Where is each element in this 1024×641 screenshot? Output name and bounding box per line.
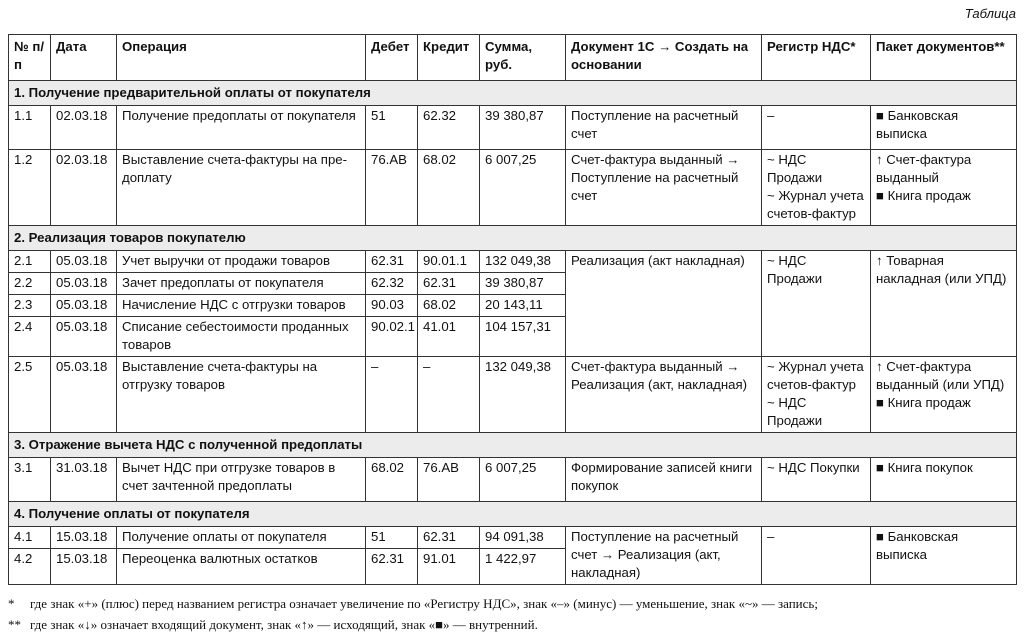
cell-sum: 94 091,38 (480, 527, 566, 549)
cell-package: ↑ Счет-фактура выданный ■ Книга продаж (871, 150, 1017, 226)
cell-document: Реализация (акт накладная) (566, 251, 762, 357)
cell-sum: 39 380,87 (480, 273, 566, 295)
cell-date: 05.03.18 (51, 251, 117, 273)
cell-date: 31.03.18 (51, 458, 117, 502)
cell-debit: 62.31 (366, 251, 418, 273)
cell-register: ~ НДС Продажи (762, 251, 871, 357)
cell-credit: 91.01 (418, 549, 480, 585)
table-row (9, 527, 1017, 549)
cell-document: Формирование записей книги покупок (566, 458, 762, 502)
cell-num: 4.2 (9, 549, 51, 585)
cell-operation: Переоценка валютных остатков (117, 549, 366, 585)
cell-package: ■ Банковская выписка (871, 527, 1017, 585)
header-row (9, 35, 1017, 81)
header-credit: Кредит (418, 35, 480, 81)
cell-num: 2.3 (9, 295, 51, 317)
cell-document: Поступление на расчетный счет (566, 106, 762, 150)
cell-num: 2.5 (9, 357, 51, 433)
cell-package: ↑ Счет-фактура выданный (или УПД) ■ Книга продаж (871, 357, 1017, 433)
header-debit: Дебет (366, 35, 418, 81)
cell-num: 2.1 (9, 251, 51, 273)
header-sum: Сумма, руб. (480, 35, 566, 81)
cell-num: 1.2 (9, 150, 51, 226)
cell-register: – (762, 527, 871, 585)
cell-debit: 62.32 (366, 273, 418, 295)
cell-debit: 68.02 (366, 458, 418, 502)
cell-credit: 62.31 (418, 273, 480, 295)
cell-operation: Зачет предоплаты от покупателя (117, 273, 366, 295)
cell-debit: 76.АВ (366, 150, 418, 226)
cell-sum: 132 049,38 (480, 251, 566, 273)
section-title: 1. Получение предварительной оплаты от покупателя (9, 81, 1017, 106)
cell-credit: – (418, 357, 480, 433)
header-num: № п/п (9, 35, 51, 81)
cell-package: ↑ Товарная накладная (или УПД) (871, 251, 1017, 357)
table-caption: Таблица (964, 6, 1016, 21)
cell-operation: Выставление счета-фактуры на пре-доплату (117, 150, 366, 226)
cell-sum: 104 157,31 (480, 317, 566, 357)
cell-credit: 62.32 (418, 106, 480, 150)
footnote (8, 593, 1018, 614)
footnote-mark: * (8, 596, 15, 611)
header-package: Пакет документов** (871, 35, 1017, 81)
header-date: Дата (51, 35, 117, 81)
table-row (9, 251, 1017, 273)
cell-credit: 90.01.1 (418, 251, 480, 273)
footnote-text: где знак «↓» означает входящий документ, знак «↑» — исходящий, знак «■» — внутренний. (30, 617, 538, 632)
section-row (9, 226, 1017, 251)
footnote (8, 614, 1018, 635)
cell-date: 05.03.18 (51, 357, 117, 433)
section-row (9, 81, 1017, 106)
cell-sum: 1 422,97 (480, 549, 566, 585)
cell-operation: Начисление НДС с отгрузки товаров (117, 295, 366, 317)
cell-credit: 68.02 (418, 295, 480, 317)
footnote-text: где знак «+» (плюс) перед названием регистра означает увеличение по «Регистру НДС», знак «–» (минус) — уменьшение, знак «~» — запись; (30, 596, 818, 611)
cell-register: ~ НДС Продажи ~ Журнал учета счетов-фактур (762, 150, 871, 226)
footnote-mark: ** (8, 617, 21, 632)
cell-sum: 39 380,87 (480, 106, 566, 150)
section-row (9, 502, 1017, 527)
cell-date: 02.03.18 (51, 106, 117, 150)
cell-credit: 41.01 (418, 317, 480, 357)
header-document: Документ 1С → Создать на основании (566, 35, 762, 81)
cell-date: 02.03.18 (51, 150, 117, 226)
cell-debit: 90.02.1 (366, 317, 418, 357)
cell-sum: 132 049,38 (480, 357, 566, 433)
cell-operation: Вычет НДС при отгрузке товаров в счет зачтенной предоплаты (117, 458, 366, 502)
cell-num: 2.2 (9, 273, 51, 295)
accounting-table (8, 34, 1017, 585)
cell-date: 05.03.18 (51, 317, 117, 357)
cell-debit: 51 (366, 527, 418, 549)
cell-operation: Получение предоплаты от покупателя (117, 106, 366, 150)
table-row (9, 150, 1017, 226)
cell-credit: 62.31 (418, 527, 480, 549)
section-title: 2. Реализация товаров покупателю (9, 226, 1017, 251)
cell-operation: Списание себестоимости проданных товаров (117, 317, 366, 357)
cell-package: ■ Банковская выписка (871, 106, 1017, 150)
cell-credit: 76.АВ (418, 458, 480, 502)
cell-sum: 6 007,25 (480, 150, 566, 226)
table-row (9, 106, 1017, 150)
section-row (9, 433, 1017, 458)
cell-operation: Получение оплаты от покупателя (117, 527, 366, 549)
cell-num: 2.4 (9, 317, 51, 357)
header-register: Регистр НДС* (762, 35, 871, 81)
cell-credit: 68.02 (418, 150, 480, 226)
section-title: 4. Получение оплаты от покупателя (9, 502, 1017, 527)
cell-date: 15.03.18 (51, 549, 117, 585)
cell-debit: 90.03 (366, 295, 418, 317)
cell-num: 1.1 (9, 106, 51, 150)
cell-sum: 6 007,25 (480, 458, 566, 502)
cell-register: ~ НДС Покупки (762, 458, 871, 502)
cell-register: ~ Журнал учета счетов-фактур ~ НДС Продажи (762, 357, 871, 433)
cell-document: Поступление на расчетный счет → Реализация (акт, накладная) (566, 527, 762, 585)
cell-date: 05.03.18 (51, 295, 117, 317)
footnotes (8, 593, 1018, 635)
cell-debit: 51 (366, 106, 418, 150)
table-row (9, 458, 1017, 502)
cell-num: 4.1 (9, 527, 51, 549)
cell-debit: 62.31 (366, 549, 418, 585)
cell-register: – (762, 106, 871, 150)
table-row (9, 357, 1017, 433)
cell-sum: 20 143,11 (480, 295, 566, 317)
cell-document: Счет-фактура выданный → Реализация (акт, накладная) (566, 357, 762, 433)
section-title: 3. Отражение вычета НДС с полученной предоплаты (9, 433, 1017, 458)
cell-date: 05.03.18 (51, 273, 117, 295)
cell-num: 3.1 (9, 458, 51, 502)
cell-operation: Учет выручки от продажи товаров (117, 251, 366, 273)
header-operation: Операция (117, 35, 366, 81)
cell-package: ■ Книга покупок (871, 458, 1017, 502)
cell-operation: Выставление счета-фактуры на отгрузку товаров (117, 357, 366, 433)
cell-debit: – (366, 357, 418, 433)
cell-date: 15.03.18 (51, 527, 117, 549)
cell-document: Счет-фактура выданный → Поступление на расчетный счет (566, 150, 762, 226)
